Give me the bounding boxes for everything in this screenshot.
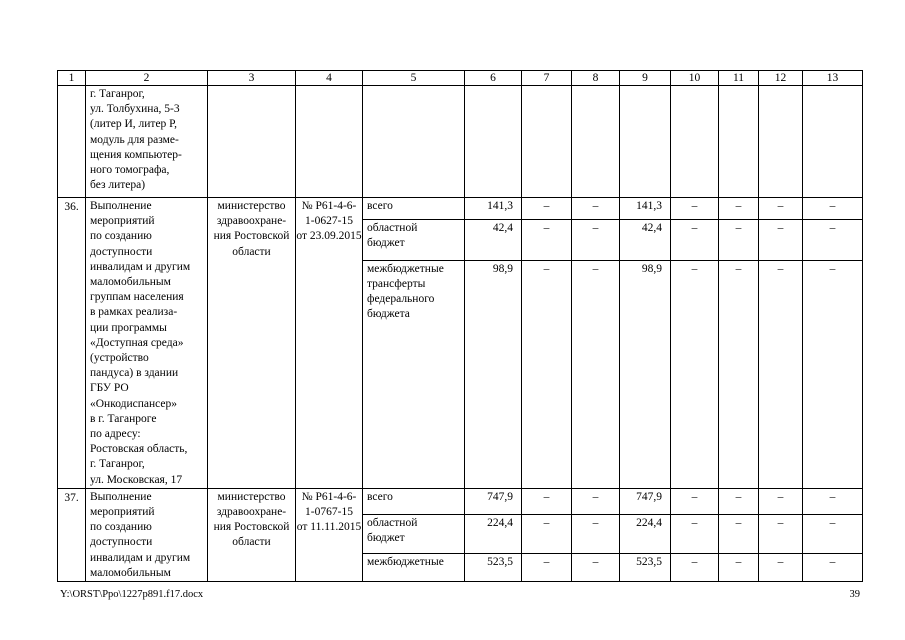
- funding-source: всего: [363, 488, 465, 514]
- dash-value: –: [719, 198, 759, 220]
- col-number-13: 13: [803, 71, 863, 86]
- amount-value: 523,5: [465, 553, 522, 581]
- cell: [719, 86, 759, 198]
- dash-value: –: [522, 220, 572, 260]
- dash-value: –: [759, 514, 803, 553]
- dash-value: –: [759, 488, 803, 514]
- column-number-row: [58, 71, 863, 86]
- col-number-4: 4: [296, 71, 363, 86]
- funding-source: областной бюджет: [363, 220, 465, 260]
- amount-value: 141,3: [465, 198, 522, 220]
- col-number-12: 12: [759, 71, 803, 86]
- col-number-1: 1: [58, 71, 86, 86]
- dash-value: –: [759, 553, 803, 581]
- dash-value: –: [671, 220, 719, 260]
- dash-value: –: [759, 220, 803, 260]
- dash-value: –: [803, 553, 863, 581]
- amount-value: 224,4: [465, 514, 522, 553]
- cell: [572, 86, 620, 198]
- dash-value: –: [522, 514, 572, 553]
- page-number: 39: [849, 589, 860, 600]
- dash-value: –: [671, 553, 719, 581]
- dash-value: –: [803, 488, 863, 514]
- dash-value: –: [572, 260, 620, 488]
- dash-value: –: [803, 220, 863, 260]
- cell: [208, 86, 296, 198]
- col-number-10: 10: [671, 71, 719, 86]
- dash-value: –: [572, 514, 620, 553]
- col-number-9: 9: [620, 71, 671, 86]
- dash-value: –: [522, 260, 572, 488]
- funding-source: областной бюджет: [363, 514, 465, 553]
- dash-value: –: [522, 553, 572, 581]
- dash-value: –: [671, 198, 719, 220]
- dash-value: –: [522, 488, 572, 514]
- amount-value: 42,4: [465, 220, 522, 260]
- amount-value: 523,5: [620, 553, 671, 581]
- amount-value: 747,9: [465, 488, 522, 514]
- dash-value: –: [803, 198, 863, 220]
- amount-value: 141,3: [620, 198, 671, 220]
- dash-value: –: [671, 514, 719, 553]
- continuation-row: [58, 86, 863, 198]
- amount-value: 224,4: [620, 514, 671, 553]
- footer-file-path: Y:\ORST\Ppo\1227p891.f17.docx: [60, 589, 204, 600]
- col-number-5: 5: [363, 71, 465, 86]
- amount-value: 98,9: [620, 260, 671, 488]
- cell: [58, 86, 86, 198]
- dash-value: –: [671, 488, 719, 514]
- cell: [803, 86, 863, 198]
- cell: [465, 86, 522, 198]
- cell: [363, 86, 465, 198]
- col-number-6: 6: [465, 71, 522, 86]
- responsible-organization: министерство здравоохране- ния Ростовской области: [208, 488, 296, 581]
- dash-value: –: [572, 488, 620, 514]
- dash-value: –: [719, 220, 759, 260]
- measure-description: Выполнение мероприятий по созданию доступности инвалидам и другим маломобильным группам населения в рамках реализа- ции программы «Доступная среда» (устройство пандуса) в здании ГБУ РО «Онкодиспансер» в г. Таганроге по адресу: Ростовская область, г. Таганрог, ул. Московская, 17: [86, 198, 208, 489]
- dash-value: –: [719, 260, 759, 488]
- cell: [522, 86, 572, 198]
- row-number: 37.: [58, 488, 86, 581]
- table-row: [58, 488, 863, 514]
- dash-value: –: [719, 488, 759, 514]
- col-number-7: 7: [522, 71, 572, 86]
- dash-value: –: [803, 260, 863, 488]
- col-number-8: 8: [572, 71, 620, 86]
- dash-value: –: [759, 260, 803, 488]
- amount-value: 747,9: [620, 488, 671, 514]
- table-body: [58, 71, 863, 582]
- continuation-address: г. Таганрог, ул. Толбухина, 5-3 (литер И, литер Р, модуль для разме- щения компьютер- ного томографа, без литера): [86, 86, 208, 198]
- col-number-3: 3: [208, 71, 296, 86]
- dash-value: –: [719, 553, 759, 581]
- measure-description: Выполнение мероприятий по созданию доступности инвалидам и другим маломобильным: [86, 488, 208, 581]
- cell: [620, 86, 671, 198]
- dash-value: –: [572, 220, 620, 260]
- amount-value: 42,4: [620, 220, 671, 260]
- funding-source: межбюджетные: [363, 553, 465, 581]
- dash-value: –: [803, 514, 863, 553]
- funding-source: всего: [363, 198, 465, 220]
- col-number-11: 11: [719, 71, 759, 86]
- dash-value: –: [572, 553, 620, 581]
- cell: [296, 86, 363, 198]
- row-number: 36.: [58, 198, 86, 489]
- dash-value: –: [671, 260, 719, 488]
- budget-table: [57, 70, 863, 582]
- responsible-organization: министерство здравоохране- ния Ростовской области: [208, 198, 296, 489]
- col-number-2: 2: [86, 71, 208, 86]
- agreement-document: № Р61-4-6- 1-0767-15 от 11.11.2015: [296, 488, 363, 581]
- document-page: [57, 70, 862, 582]
- dash-value: –: [759, 198, 803, 220]
- cell: [759, 86, 803, 198]
- dash-value: –: [572, 198, 620, 220]
- cell: [671, 86, 719, 198]
- funding-source: межбюджетные трансферты федерального бюджета: [363, 260, 465, 488]
- dash-value: –: [719, 514, 759, 553]
- amount-value: 98,9: [465, 260, 522, 488]
- dash-value: –: [522, 198, 572, 220]
- table-row: [58, 198, 863, 220]
- agreement-document: № Р61-4-6- 1-0627-15 от 23.09.2015: [296, 198, 363, 489]
